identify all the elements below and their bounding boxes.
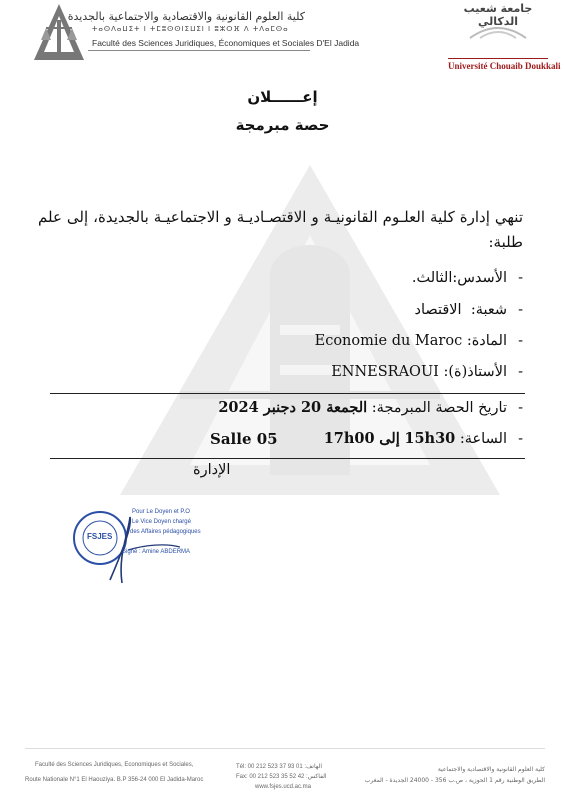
separator-top [50,393,525,394]
footer-website: www.fsjes.ucd.ac.ma [255,784,312,790]
university-logo [448,2,561,71]
university-name-french: Université Chouaib Doukkali [448,61,561,71]
list-item-time: -الساعة: 15h30 إلى 17h00 [323,430,523,447]
list-item-session-date: -تاريخ الحصة المبرمجة: الجمعة 20 دجنبر 2024 [218,399,523,416]
footer-phone: Tél: 00 212 523 37 93 01 :الهاتف [236,764,323,770]
list-item-subject: -المادة: Economie du Maroc [314,333,523,349]
list-item-professor: -الأستاذ(ة): ENNESRAOUI [331,364,523,380]
footer-address-ar-2: الطريق الوطنية رقم 1 الحوزية ، ص.ب 356 - 24000 الجديدة - المغرب [364,777,545,784]
list-item-branch: -شعبة: الاقتصاد [414,302,523,318]
footer-fax: Fax: 00 212 523 35 52 42 :الفاكس [236,774,327,780]
university-underline [448,58,548,59]
faculty-name-tifinagh: ⵜⴰⵙⴷⴰⵡⵉⵜ ⵏ ⵜⵎⵓⵙⵙⵏⵉⵡⵉⵏ ⵏ ⵓⵣⵔⴼ ⴷ ⵜⴷⴰⵎⵙⴰ [92,25,289,33]
stamp-line-2: Le Vice Doyen chargé [132,519,191,525]
stamp-line-1: Pour Le Doyen et P.O [132,509,190,515]
announcement-title: إعــــــلان [247,88,318,106]
announcement-subtitle: حصة مبرمجة [235,116,330,134]
header-divider [88,50,310,51]
footer-address-ar-1: كلية العلوم القانونية والاقتصادية والاجتماعية [437,766,545,773]
separator-bottom [50,458,525,459]
faculty-name-french: Faculté des Sciences Juridiques, Économiques et Sociales D'El Jadida [92,38,360,48]
stamp-seal-icon [70,505,270,585]
stamp-line-3: des Affaires pédagogiques [130,529,201,535]
stamp-center-text: FSJES [87,532,113,541]
faculty-name-arabic: كلية العلوم القانونية والاقتصادية والاجتماعية بالجديدة [67,10,305,23]
room-label: Salle 05 [210,430,278,448]
official-stamp [70,505,270,585]
university-name-arabic: جامعة شعيب الدكالي [463,2,533,28]
footer-address-fr-2: Route Nationale N°1 El Haouziya. B.P 356-24 000 El Jadida-Maroc [25,777,204,783]
footer-divider [25,748,545,749]
list-item-semester: -الأسدس:الثالث. [411,270,523,286]
university-emblem-icon [468,18,528,40]
stamp-signer: Signé : Amine ABDERMA [122,549,191,555]
footer-address-fr-1: Faculté des Sciences Juridiques, Economiques et Sociales, [35,762,194,768]
administration-signature-label: الإدارة [193,462,231,478]
intro-paragraph: تنهي إدارة كلية العلـوم القانونيـة و الاقتصـاديـة و الاجتماعيـة بالجديدة، إلى علم طلبة: [38,208,523,251]
